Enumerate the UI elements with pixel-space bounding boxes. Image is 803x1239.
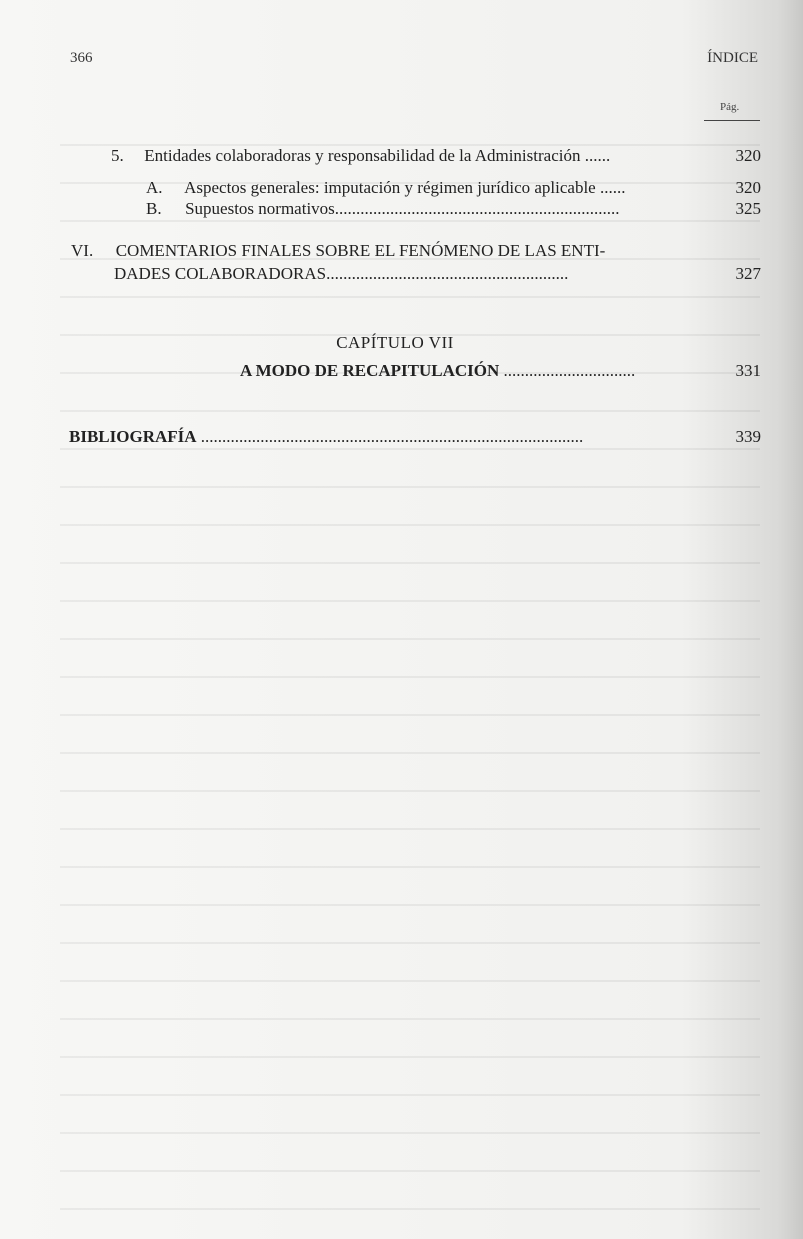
toc-entry-a [146, 178, 625, 198]
toc-entry-5 [111, 146, 610, 166]
toc-entry-label: 5. [111, 146, 124, 165]
leader-dots: ...... [595, 178, 626, 197]
toc-page-number: 327 [735, 264, 761, 283]
chapter-title [240, 361, 635, 381]
bibliography-title: BIBLIOGRAFÍA [69, 427, 197, 446]
section-title: ÍNDICE [707, 50, 758, 66]
toc-entry-title: Supuestos normativos [185, 199, 335, 218]
toc-entry-title-line1: COMENTARIOS FINALES SOBRE EL FENÓMENO DE LAS ENTI- [115, 241, 606, 260]
running-head [70, 50, 758, 67]
page-number: 366 [70, 50, 93, 66]
toc-entry-title: Entidades colaboradoras y responsabilidad de la Administración [144, 146, 581, 165]
chapter-page-number: 331 [735, 361, 761, 380]
pag-column-label: Pág. [720, 101, 740, 113]
toc-page-number: 320 [735, 178, 761, 197]
toc-entry-label: A. [146, 178, 163, 197]
leader-dots: .......................................................................................... [196, 427, 584, 446]
chapter-title-text: A MODO DE RECAPITULACIÓN [240, 361, 500, 380]
toc-entry-title-line2: DADES COLABORADORAS [114, 264, 327, 283]
toc-entry-title: Aspectos generales: imputación y régimen jurídico aplicable [184, 178, 596, 197]
leader-dots: ......................................................... [326, 264, 569, 283]
leader-dots: ................................................................... [334, 199, 620, 218]
toc-entry-label: VI. [71, 241, 94, 260]
toc-entry-vi [71, 241, 605, 261]
show-through-bleed [60, 120, 760, 1220]
toc-entry-vi-cont [114, 264, 568, 284]
pag-column-rule [704, 120, 760, 121]
toc-page-number: 325 [735, 199, 761, 218]
leader-dots: ............................... [499, 361, 636, 380]
bibliography-entry [69, 427, 583, 447]
toc-entry-label: B. [146, 199, 162, 218]
toc-page-number: 320 [735, 146, 761, 165]
chapter-label: CAPÍTULO VII [336, 333, 454, 352]
bibliography-page-number: 339 [735, 427, 761, 446]
toc-entry-b [146, 199, 620, 219]
leader-dots: ...... [580, 146, 611, 165]
